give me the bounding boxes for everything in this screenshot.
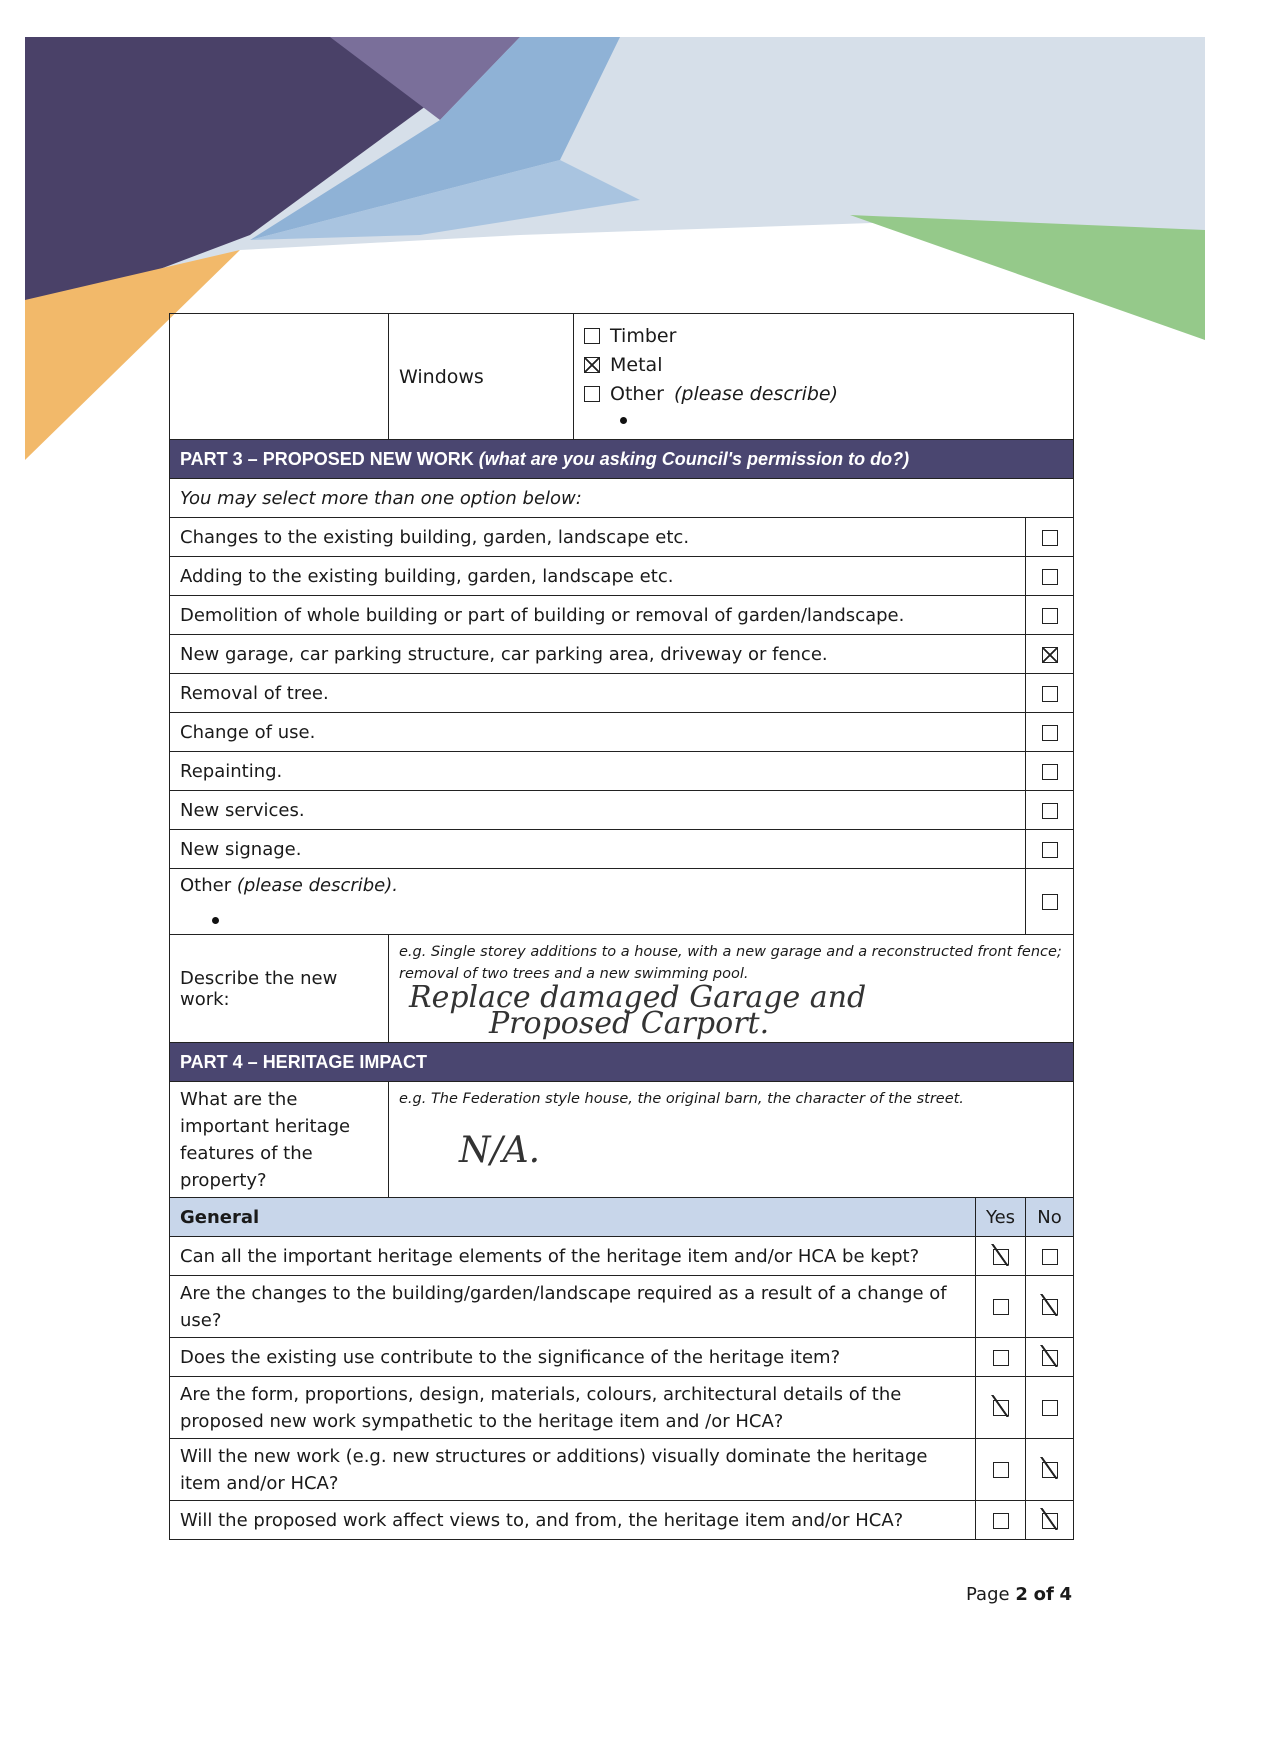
question-text: Does the existing use contribute to the significance of the heritage item? bbox=[170, 1338, 976, 1377]
part3-title: PART 3 – PROPOSED NEW WORK bbox=[180, 448, 474, 469]
windows-label-cell bbox=[389, 314, 574, 440]
checkbox-metal-checked[interactable] bbox=[584, 357, 600, 373]
checkbox-other[interactable] bbox=[584, 386, 600, 402]
work-item: Demolition of whole building or part of building or removal of garden/landscape. bbox=[170, 596, 1026, 635]
question-text: Will the proposed work affect views to, and from, the heritage item and/or HCA? bbox=[170, 1501, 976, 1540]
yes-checkbox[interactable] bbox=[993, 1513, 1009, 1529]
work-item: Adding to the existing building, garden, landscape etc. bbox=[170, 557, 1026, 596]
work-item: Repainting. bbox=[170, 752, 1026, 791]
question-text: Are the form, proportions, design, materials, colours, architectural details of the proposed new work sympathetic to the heritage item and /or HCA? bbox=[170, 1377, 976, 1439]
features-label: What are the important heritage features of the property? bbox=[170, 1082, 389, 1198]
work-checkbox[interactable] bbox=[1042, 725, 1058, 741]
no-checkbox-checked[interactable] bbox=[1042, 1299, 1058, 1315]
no-checkbox-checked[interactable] bbox=[1042, 1350, 1058, 1366]
work-checkbox[interactable] bbox=[1042, 608, 1058, 624]
work-checkbox-checked[interactable] bbox=[1042, 647, 1058, 663]
blank-cell bbox=[170, 314, 389, 440]
work-checkbox[interactable] bbox=[1042, 530, 1058, 546]
page-number bbox=[966, 1584, 1072, 1605]
work-checkbox[interactable] bbox=[1042, 764, 1058, 780]
page-prefix: Page bbox=[966, 1584, 1010, 1605]
bullet-icon bbox=[212, 917, 219, 924]
work-item: New services. bbox=[170, 791, 1026, 830]
yes-checkbox[interactable] bbox=[993, 1350, 1009, 1366]
windows-option-other[interactable] bbox=[584, 379, 1063, 408]
part3-header bbox=[170, 440, 1074, 479]
no-checkbox[interactable] bbox=[1042, 1249, 1058, 1265]
work-item: Changes to the existing building, garden, landscape etc. bbox=[170, 518, 1026, 557]
work-item: Change of use. bbox=[170, 713, 1026, 752]
option-hint: (please describe) bbox=[673, 382, 839, 405]
windows-option-timber[interactable] bbox=[584, 321, 1063, 350]
bullet-icon bbox=[620, 417, 627, 424]
work-item: Removal of tree. bbox=[170, 674, 1026, 713]
windows-label: Windows bbox=[399, 365, 484, 388]
work-checkbox[interactable] bbox=[1042, 803, 1058, 819]
question-text: Will the new work (e.g. new structures or additions) visually dominate the heritage item and/or HCA? bbox=[170, 1439, 976, 1501]
no-checkbox[interactable] bbox=[1042, 1400, 1058, 1416]
yes-checkbox[interactable] bbox=[993, 1299, 1009, 1315]
yes-checkbox-checked[interactable] bbox=[993, 1400, 1009, 1416]
describe-answer-line2: Proposed Carport. bbox=[489, 1006, 770, 1041]
describe-label: Describe the new work: bbox=[170, 935, 389, 1043]
work-checkbox[interactable] bbox=[1042, 842, 1058, 858]
describe-field[interactable] bbox=[389, 935, 1074, 1043]
option-label: Other bbox=[610, 382, 664, 405]
work-item-other bbox=[170, 869, 1026, 935]
question-text: Are the changes to the building/garden/landscape required as a result of a change of use? bbox=[170, 1276, 976, 1338]
part3-title-hint: (what are you asking Council's permission to do?) bbox=[478, 448, 910, 469]
features-field[interactable] bbox=[389, 1082, 1074, 1198]
yes-column-header: Yes bbox=[976, 1198, 1026, 1237]
work-item: New garage, car parking structure, car parking area, driveway or fence. bbox=[170, 635, 1026, 674]
describe-example: e.g. Single storey additions to a house, with a new garage and a reconstructed front fence; removal of two trees and a new swimming pool. bbox=[399, 944, 1062, 982]
yes-checkbox[interactable] bbox=[993, 1462, 1009, 1478]
option-label: Timber bbox=[610, 324, 677, 347]
features-answer: N/A. bbox=[459, 1130, 541, 1171]
work-checkbox[interactable] bbox=[1042, 686, 1058, 702]
work-checkbox[interactable] bbox=[1042, 894, 1058, 910]
no-column-header: No bbox=[1026, 1198, 1074, 1237]
yes-checkbox-checked[interactable] bbox=[993, 1249, 1009, 1265]
other-hint: (please describe). bbox=[236, 875, 398, 896]
other-label: Other bbox=[180, 875, 232, 896]
heritage-form bbox=[169, 313, 1074, 1540]
option-label: Metal bbox=[610, 353, 663, 376]
describe-answer-line1: Replace damaged Garage and bbox=[409, 980, 867, 1015]
part4-header: PART 4 – HERITAGE IMPACT bbox=[170, 1043, 1074, 1082]
work-item: New signage. bbox=[170, 830, 1026, 869]
no-checkbox-checked[interactable] bbox=[1042, 1462, 1058, 1478]
part3-instruction: You may select more than one option below: bbox=[170, 479, 1074, 518]
windows-option-metal[interactable] bbox=[584, 350, 1063, 379]
page-total: 4 bbox=[1059, 1584, 1073, 1605]
windows-options-cell bbox=[574, 314, 1074, 440]
checkbox-timber[interactable] bbox=[584, 328, 600, 344]
no-checkbox-checked[interactable] bbox=[1042, 1513, 1058, 1529]
general-label: General bbox=[170, 1198, 976, 1237]
work-checkbox[interactable] bbox=[1042, 569, 1058, 585]
features-example: e.g. The Federation style house, the original barn, the character of the street. bbox=[399, 1091, 964, 1107]
question-text: Can all the important heritage elements of the heritage item and/or HCA be kept? bbox=[170, 1237, 976, 1276]
page-current: 2 bbox=[1015, 1584, 1028, 1605]
page-sep: of bbox=[1033, 1584, 1054, 1605]
